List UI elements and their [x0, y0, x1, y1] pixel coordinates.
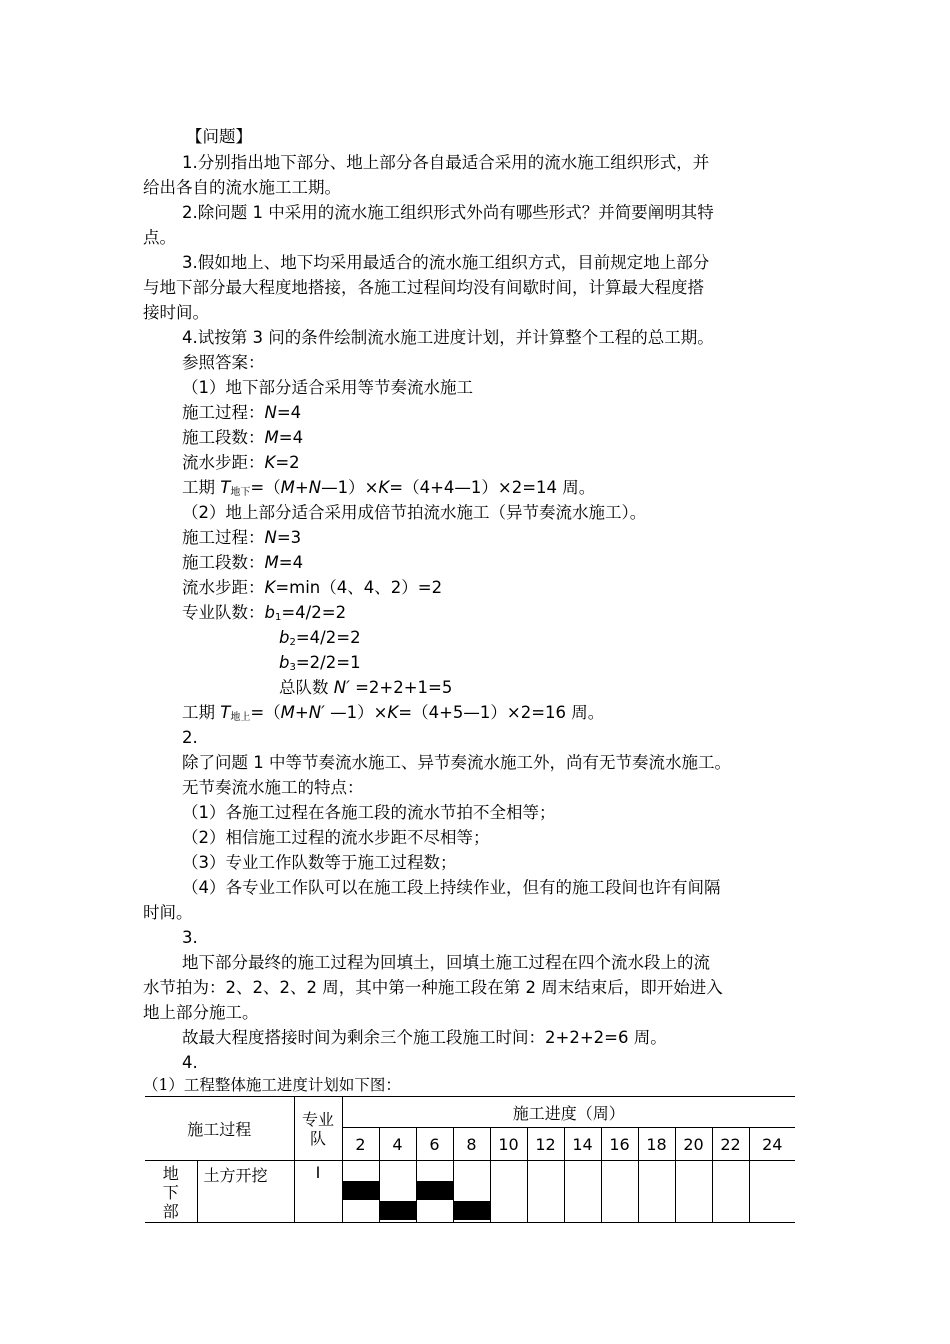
- week-header: 6: [416, 1128, 453, 1161]
- week-header: 18: [638, 1128, 675, 1161]
- formula-underground-segments: 施工段数：M=4: [182, 428, 304, 447]
- formula-team-count-b3: $b_3=2/2=1$: [279, 653, 361, 673]
- header-team: 专业 队: [294, 1097, 342, 1161]
- gantt-bar-block: [454, 1201, 490, 1220]
- question-3-line-3: 接时间。: [143, 303, 209, 322]
- answer-2-feature-2: （2）相信施工过程的流水步距不尽相等；: [182, 828, 490, 847]
- gantt-bar-block: [343, 1181, 379, 1200]
- week-header: 24: [749, 1128, 795, 1161]
- bar-cell-week-6: [416, 1161, 453, 1223]
- process-earthwork: 土方开挖: [197, 1161, 294, 1223]
- formula-above-step: 流水步距：K=min（4、4、2）=2: [182, 578, 443, 597]
- bar-cell-week-22: [712, 1161, 749, 1223]
- answer-3-line-3: 地上部分施工。: [143, 1003, 259, 1022]
- question-3-line-2: 与地下部分最大程度地搭接，各施工过程间均没有间歇时间，计算最大程度搭: [143, 278, 704, 297]
- question-1-line-2: 给出各自的流水施工工期。: [143, 178, 341, 197]
- schedule-caption: （1）工程整体施工进度计划如下图：: [143, 1076, 401, 1094]
- answer-2-intro: （2）地上部分适合采用成倍节拍流水施工（异节奏流水施工）。: [182, 503, 647, 522]
- week-header: 22: [712, 1128, 749, 1161]
- formula-above-processes: 施工过程：N=3: [182, 528, 302, 547]
- gantt-bar-block: [380, 1201, 416, 1220]
- header-process: 施工过程: [145, 1097, 294, 1161]
- formula-team-count-b2: $b_2=4/2=2$: [279, 628, 361, 648]
- question-2-line-2: 点。: [143, 228, 176, 247]
- formula-underground-processes: 施工过程：N=4: [182, 403, 302, 422]
- bar-cell-week-16: [601, 1161, 638, 1223]
- bar-cell-week-14: [564, 1161, 601, 1223]
- formula-above-segments: 施工段数：M=4: [182, 553, 304, 572]
- answer-1-intro: （1）地下部分适合采用等节奏流水施工: [182, 378, 473, 397]
- answer-2-feature-4: （4）各专业工作队可以在施工段上持续作业，但有的施工段间也许有间隔: [182, 878, 721, 897]
- bar-cell-week-2: [342, 1161, 379, 1223]
- answer-3-conclusion: 故最大程度搭接时间为剩余三个施工段施工时间：2+2+2=6 周。: [182, 1028, 667, 1047]
- answer-2-feature-3: （3）专业工作队数等于施工过程数；: [182, 853, 457, 872]
- week-header: 16: [601, 1128, 638, 1161]
- answer-2-feature-1: （1）各施工过程在各施工段的流水节拍不全相等；: [182, 803, 556, 822]
- answer-3-number: 3.: [182, 928, 198, 947]
- week-header: 10: [490, 1128, 527, 1161]
- week-header: 2: [342, 1128, 379, 1161]
- week-header: 4: [379, 1128, 416, 1161]
- schedule-table: [145, 1096, 795, 1223]
- answer-3-line-2: 水节拍为：2、2、2、2 周，其中第一种施工段在第 2 周末结束后，即开始进入: [143, 978, 723, 997]
- week-header: 14: [564, 1128, 601, 1161]
- bar-cell-week-18: [638, 1161, 675, 1223]
- answer-2-text: 除了问题 1 中等节奏流水施工、异节奏流水施工外，尚有无节奏流水施工。: [182, 753, 731, 772]
- week-header: 12: [527, 1128, 564, 1161]
- answer-4-number: 4.: [182, 1053, 198, 1072]
- formula-underground-duration: 工期 $T_{地下}=(M+N—1)\times K=(4+4—1)\times 2=14$ 周。: [182, 478, 596, 498]
- formula-total-teams: 总队数 N′ =2+2+1=5: [279, 678, 453, 697]
- answer-2-feature-4-cont: 时间。: [143, 903, 193, 922]
- bar-cell-week-24: [749, 1161, 795, 1223]
- formula-team-count-b1: 专业队数：$b_1=4/2=2$: [182, 603, 347, 623]
- answer-heading: 参照答案：: [182, 353, 265, 372]
- bar-cell-week-10: [490, 1161, 527, 1223]
- answer-3-line-1: 地下部分最终的施工过程为回填土，回填土施工过程在四个流水段上的流: [182, 953, 710, 972]
- section-label-underground: 地 下 部: [145, 1161, 197, 1223]
- answer-2-number: 2.: [182, 728, 198, 747]
- team-label: Ⅰ: [294, 1161, 342, 1223]
- week-header: 8: [453, 1128, 490, 1161]
- formula-above-duration: 工期 $T_{地上}=(M+N'$ —1）×K=（4+5—1）×2=16 周。: [182, 703, 605, 723]
- formula-underground-step: 流水步距：K=2: [182, 453, 300, 472]
- bar-cell-week-8: [453, 1161, 490, 1223]
- gantt-bar-block: [417, 1181, 453, 1200]
- week-header: 20: [675, 1128, 712, 1161]
- question-4-line: 4.试按第 3 问的条件绘制流水施工进度计划，并计算整个工程的总工期。: [182, 328, 714, 347]
- question-3-line-1: 3.假如地上、地下均采用最适合的流水施工组织方式，目前规定地上部分: [182, 253, 710, 272]
- question-1-line-1: 1.分别指出地下部分、地上部分各自最适合采用的流水施工组织形式，并: [182, 153, 710, 172]
- question-heading: 【问题】: [186, 127, 252, 146]
- bar-cell-week-20: [675, 1161, 712, 1223]
- header-progress: 施工进度（周）: [342, 1097, 795, 1128]
- bar-cell-week-12: [527, 1161, 564, 1223]
- bar-cell-week-4: [379, 1161, 416, 1223]
- answer-2-features-heading: 无节奏流水施工的特点：: [182, 778, 364, 797]
- question-2-line-1: 2.除问题 1 中采用的流水施工组织形式外尚有哪些形式？并简要阐明其特: [182, 203, 714, 222]
